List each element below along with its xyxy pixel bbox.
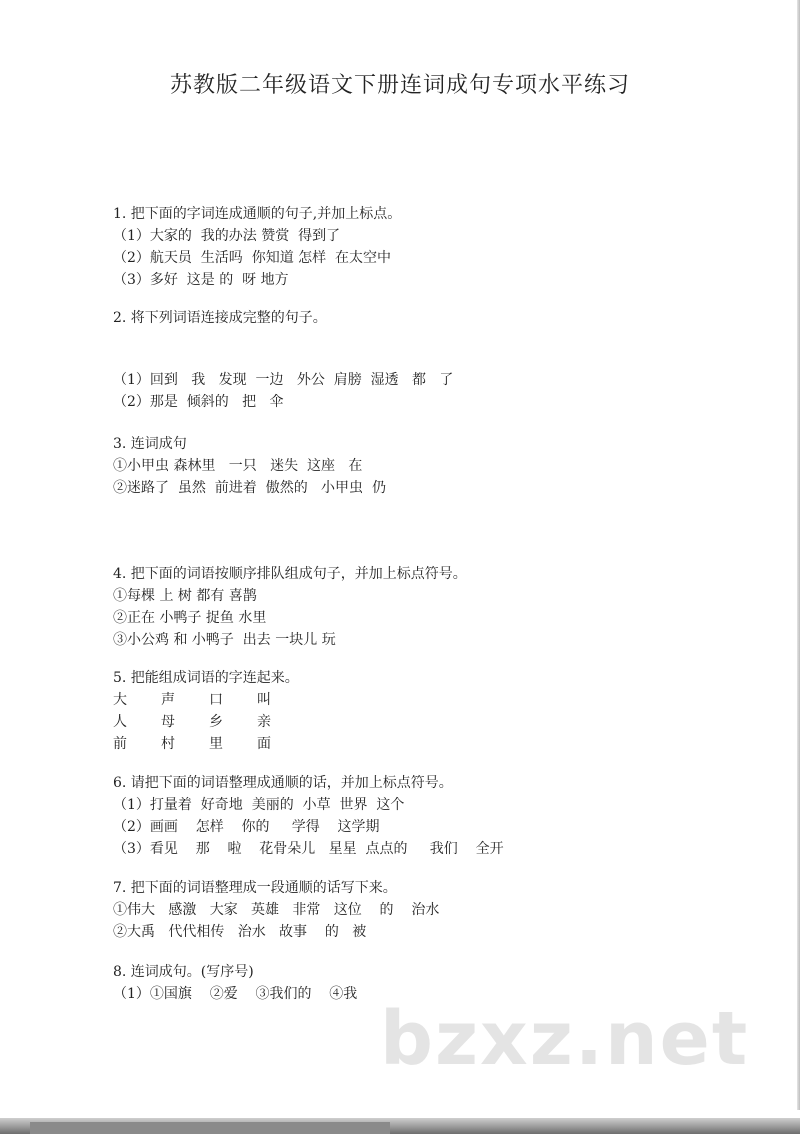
char-cell: 里	[209, 736, 223, 752]
question-7-line: ①伟大 感激 大家 英雄 非常 这位 的 治水	[113, 902, 440, 918]
question-1-line: （1）大家的 我的办法 赞赏 得到了	[113, 228, 341, 244]
char-row	[113, 689, 305, 711]
question-4	[113, 563, 467, 651]
char-row	[113, 733, 305, 755]
question-5	[113, 667, 305, 755]
question-6	[113, 772, 504, 860]
question-3-head: 3. 连词成句	[113, 436, 187, 452]
scrollbar-thumb[interactable]	[30, 1122, 390, 1134]
question-8-line: （1）①国旗 ②爱 ③我们的 ④我	[113, 986, 358, 1002]
question-4-line: ③小公鸡 和 小鸭子 出去 一块儿 玩	[113, 632, 336, 648]
question-3	[113, 433, 386, 499]
question-7	[113, 877, 439, 943]
site-watermark: bzxz.net	[380, 996, 750, 1082]
question-8	[113, 961, 357, 1005]
question-2-head: 2. 将下列词语连接成完整的句子。	[113, 310, 327, 326]
char-cell: 村	[161, 736, 175, 752]
char-cell: 大	[113, 692, 127, 708]
char-cell: 人	[113, 714, 127, 730]
question-4-line: ②正在 小鸭子 捉鱼 水里	[113, 610, 267, 626]
question-2	[113, 369, 453, 413]
question-1	[113, 203, 401, 291]
char-cell: 前	[113, 736, 127, 752]
char-cell: 声	[161, 692, 175, 708]
question-6-line: （1）打量着 好奇地 美丽的 小草 世界 这个	[113, 797, 405, 813]
question-1-line: （2）航天员 生活吗 你知道 怎样 在太空中	[113, 250, 392, 266]
question-7-line: ②大禹 代代相传 治水 故事 的 被	[113, 924, 367, 940]
char-cell: 叫	[257, 692, 271, 708]
char-cell: 口	[209, 692, 223, 708]
char-cell: 亲	[257, 714, 271, 730]
question-1-line: （3）多好 这是 的 呀 地方	[113, 272, 289, 288]
question-8-head: 8. 连词成句。(写序号)	[113, 964, 254, 980]
question-1-head: 1. 把下面的字词连成通顺的句子,并加上标点。	[113, 206, 402, 222]
question-6-line: （3）看见 那 啦 花骨朵儿 星星 点点的 我们 全开	[113, 841, 504, 857]
question-2-line: （1）回到 我 发现 一边 外公 肩膀 湿透 都 了	[113, 372, 454, 388]
question-3-line: ①小甲虫 森林里 一只 迷失 这座 在	[113, 458, 363, 474]
char-row	[113, 711, 305, 733]
question-2-line: （2）那是 倾斜的 把 伞	[113, 394, 284, 410]
question-4-line: ①每棵 上 树 都有 喜鹊	[113, 588, 257, 604]
char-cell: 面	[257, 736, 271, 752]
question-6-head: 6. 请把下面的词语整理成通顺的话，并加上标点符号。	[113, 775, 453, 791]
question-6-line: （2）画画 怎样 你的 学得 这学期	[113, 819, 380, 835]
question-2-head-block	[113, 307, 327, 329]
question-5-head: 5. 把能组成词语的字连起来。	[113, 670, 299, 686]
question-3-line: ②迷路了 虽然 前进着 傲然的 小甲虫 仍	[113, 480, 386, 496]
horizontal-scrollbar[interactable]	[0, 1118, 800, 1134]
page-title: 苏教版二年级语文下册连词成句专项水平练习	[169, 73, 630, 98]
char-cell: 乡	[209, 714, 223, 730]
char-cell: 母	[161, 714, 175, 730]
question-4-head: 4. 把下面的词语按顺序排队组成句子，并加上标点符号。	[113, 566, 467, 582]
question-7-head: 7. 把下面的词语整理成一段通顺的话写下来。	[113, 880, 397, 896]
